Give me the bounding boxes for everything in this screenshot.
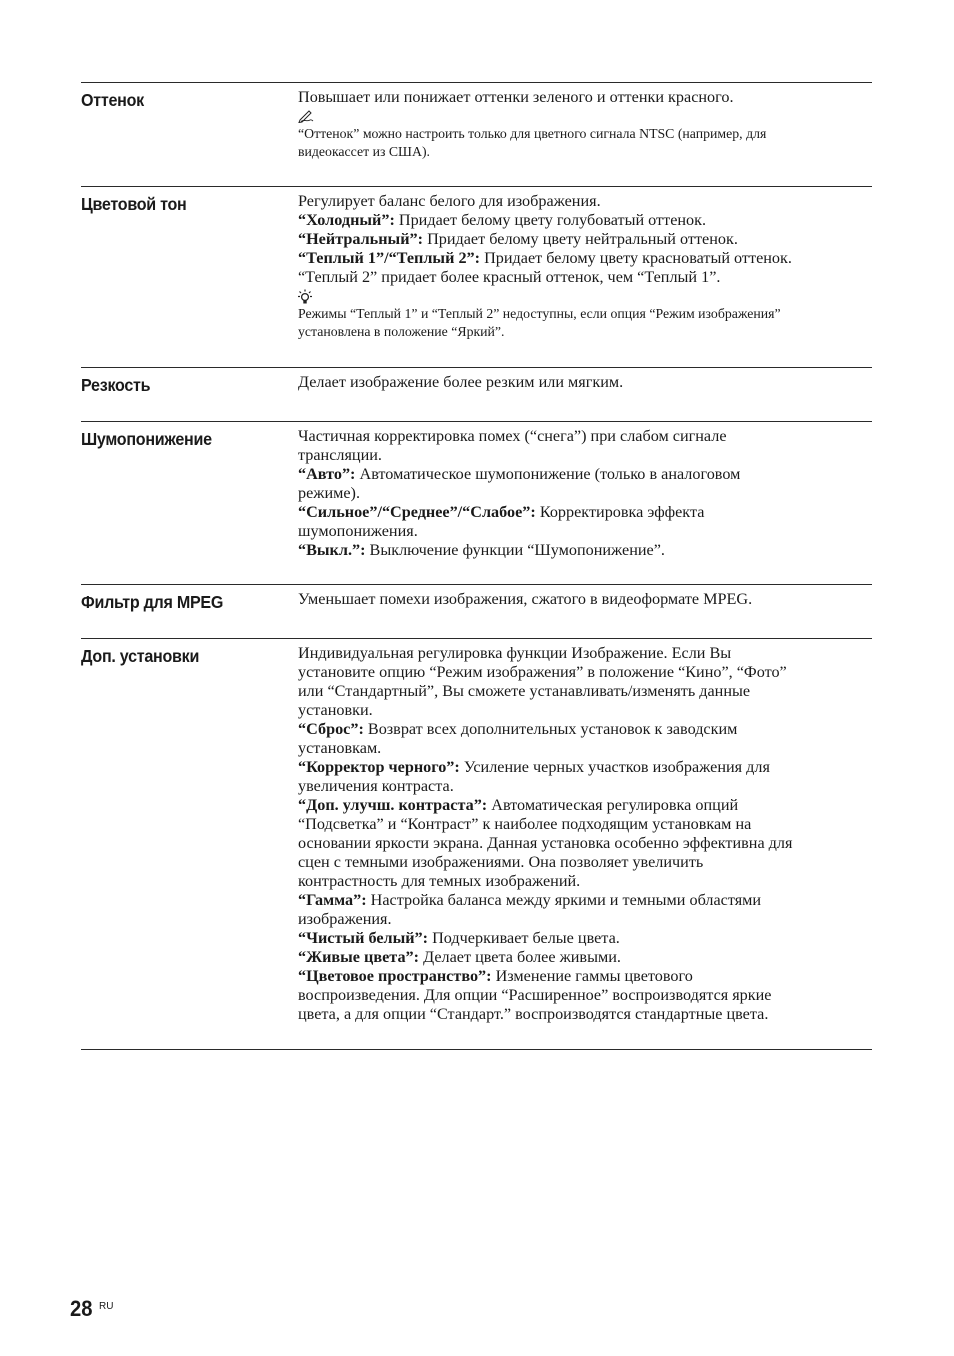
description-line: шумопонижения.: [298, 522, 418, 540]
setting-term: Фильтр для MPEG: [81, 592, 224, 612]
description-line: “Цветовое пространство”: Изменение гаммы цветового: [298, 967, 693, 985]
settings-row-noise-reduction: [81, 421, 872, 584]
description-line: или “Стандартный”, Вы сможете устанавливать/изменять данные: [298, 682, 751, 700]
description-line: Делает изображение более резким или мягким.: [298, 373, 624, 391]
description-line: Уменьшает помехи изображения, сжатого в видеоформате MPEG.: [298, 590, 753, 608]
page-language-code: RU: [99, 1301, 114, 1312]
settings-row-advanced: [81, 638, 872, 1050]
description-line: “Выкл.”: Выключение функции “Шумопонижение”.: [298, 541, 665, 559]
setting-term: Шумопонижение: [81, 429, 212, 449]
description-line: “Подсветка” и “Контраст” к наиболее подходящим установкам на: [298, 815, 752, 833]
description-line: Повышает или понижает оттенки зеленого и оттенки красного.: [298, 88, 734, 106]
description-line: “Корректор черного”: Усиление черных участков изображения для: [298, 758, 770, 776]
description-line: основании яркости экрана. Данная установка особенно эффективна для: [298, 834, 793, 852]
setting-description: [298, 427, 872, 560]
description-line: “Нейтральный”: Придает белому цвету нейтральный оттенок.: [298, 230, 738, 248]
description-line: установки.: [298, 701, 373, 719]
lightbulb-hint-icon: [298, 287, 872, 305]
setting-term: Резкость: [81, 375, 151, 395]
description-line: “Чистый белый”: Подчеркивает белые цвета.: [298, 929, 620, 947]
description-line: “Теплый 1”/“Теплый 2”: Придает белому цвету красноватый оттенок.: [298, 249, 792, 267]
settings-row-mpeg-filter: [81, 584, 872, 638]
description-line: контрастность для темных изображений.: [298, 872, 581, 890]
description-line: установкам.: [298, 739, 382, 757]
settings-table: [81, 82, 872, 1050]
setting-term: Доп. установки: [81, 646, 200, 666]
setting-description: [298, 373, 872, 392]
setting-description: [298, 590, 872, 609]
description-line: Частичная корректировка помех (“снега”) при слабом сигнале: [298, 427, 727, 445]
description-line: “Теплый 2” придает более красный оттенок, чем “Теплый 1”.: [298, 268, 721, 286]
setting-description: [298, 88, 872, 161]
note-text: “Оттенок” можно настроить только для цветного сигнала NTSC (например, для видеокассет из США).: [298, 126, 767, 159]
description-line: увеличения контраста.: [298, 777, 454, 795]
description-line: изображения.: [298, 910, 392, 928]
setting-description: [298, 644, 872, 1024]
settings-row-hue: [81, 82, 872, 186]
description-line: “Живые цвета”: Делает цвета более живыми.: [298, 948, 621, 966]
description-line: Регулирует баланс белого для изображения.: [298, 192, 601, 210]
description-line: “Сброс”: Возврат всех дополнительных установок к заводским: [298, 720, 738, 738]
pencil-note-icon: [298, 107, 872, 125]
settings-row-color-temp: [81, 186, 872, 367]
settings-row-sharpness: [81, 367, 872, 421]
description-line: Индивидуальная регулировка функции Изображение. Если Вы: [298, 644, 732, 662]
description-line: “Сильное”/“Среднее”/“Слабое”: Корректировка эффекта: [298, 503, 705, 521]
setting-term: Цветовой тон: [81, 194, 187, 214]
description-line: “Доп. улучш. контраста”: Автоматическая регулировка опций: [298, 796, 739, 814]
note-text: Режимы “Теплый 1” и “Теплый 2” недоступны, если опция “Режим изображения” установлена в положение “Яркий”.: [298, 306, 781, 339]
description-line: установите опцию “Режим изображения” в положение “Кино”, “Фото”: [298, 663, 787, 681]
description-line: “Гамма”: Настройка баланса между яркими и темными областями: [298, 891, 762, 909]
description-line: воспроизведения. Для опции “Расширенное” воспроизводятся яркие: [298, 986, 772, 1004]
description-line: цвета, а для опции “Стандарт.” воспроизводятся стандартные цвета.: [298, 1005, 769, 1023]
page-number: 28: [70, 1296, 93, 1321]
description-line: сцен с темными изображениями. Она позволяет увеличить: [298, 853, 704, 871]
description-line: режиме).: [298, 484, 360, 502]
setting-term: Оттенок: [81, 90, 144, 110]
description-line: “Авто”: Автоматическое шумопонижение (только в аналоговом: [298, 465, 741, 483]
description-line: трансляции.: [298, 446, 382, 464]
setting-description: [298, 192, 872, 341]
description-line: “Холодный”: Придает белому цвету голубоватый оттенок.: [298, 211, 707, 229]
